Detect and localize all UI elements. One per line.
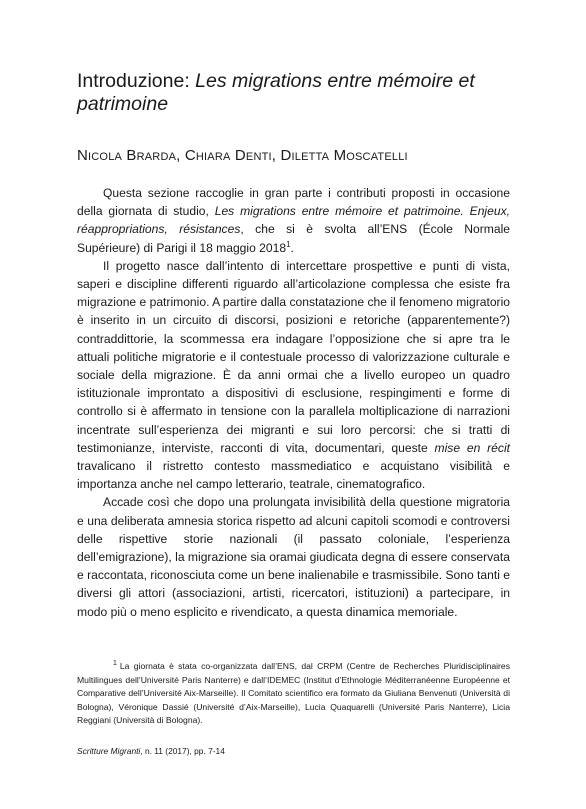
body-text xyxy=(77,184,510,621)
title-prefix: Introduzione: xyxy=(77,70,196,92)
paragraph-1-text-b: , che si è svolta all’ENS (École Normale Supérieure) di Parigi il 18 maggio 2018 xyxy=(77,222,510,255)
italic-term: mise en récit xyxy=(434,440,510,455)
author-list: Nicola Brarda, Chiara Denti, Diletta Moscatelli xyxy=(77,147,408,164)
paragraph-2-text-a: Il progetto nasce dall’intento di intercettare prospettive e punti di vista, saperi e discipline differenti riguardo all’articolazione complessa che esiste fra migrazione e patrimonio. A partire dalla constatazione che il fenomeno migratorio è inserito in un circuito di discorsi, posizioni e retoriche (apparentemente?) contraddittorie, la scommessa era indagare l’opposizione che si apre tra le attuali politiche migratorie e il contestuale processo di valorizzazione culturale e sociale della migrazione. È da anni ormai che a livello europeo un quadro istituzionale improntato a dispositivi di esclusione, respingimenti e forme di controllo si è affermato in tensione con la parallela moltiplicazione di narrazioni incentrate sull’esperienza dei migranti e sui loro percorsi: che si tratti di testimonianze, interviste, racconti di vita, documentari, queste xyxy=(77,258,510,455)
page-title xyxy=(77,70,517,116)
journal-name: Scritture Migranti xyxy=(77,746,141,756)
page-footer xyxy=(77,745,377,757)
title-italic-part-2: patrimoine xyxy=(77,93,169,115)
event-title: Les migrations entre mémoire et patrimoine. Enjeux, réappropriations, résistances xyxy=(77,204,510,237)
paragraph-3: Accade così che dopo una prolungata invisibilità della questione migratoria e una deliberata amnesia storica rispetto ad alcuni capitoli scomodi e controversi delle rispettive storie nazionali (il passato coloniale, l’esperienza dell’emigrazione), la migrazione sia oramai giudicata degna di essere conservata e raccontata, riconosciuta come un bene inalienabile e trasmissibile. Sono tanti e diversi gli attori (associazioni, artisti, ricercatori, istituzioni) a partecipare, in modo più o meno esplicito e rivendicato, a questa dinamica memoriale. xyxy=(77,495,510,619)
footnote-section xyxy=(77,660,510,728)
paragraph-2 xyxy=(77,257,510,494)
paragraph-1 xyxy=(77,184,510,257)
title-italic-part-1: Les migrations entre mémoire et xyxy=(195,70,475,92)
footnote-text: La giornata è stata co-organizzata dall’ENS, dal CRPM (Centre de Recherches Pluridisciplinaires Multilingues dell’Université Paris Nanterre) e dall’IDEMEC (Institut d’Ethnologie Méditerranéenne Européenne et Comparative dell’Université Aix-Marseille). Il Comitato scientifico era formato da Giuliana Benvenuti (Università di Bologna), Véronique Dassié (Université d’Aix-Marseille), Lucia Quaquarelli (Université Paris Nanterre), Licia Reggiani (Università di Bologna). xyxy=(77,661,510,726)
footnote-mark: 1 xyxy=(113,660,117,668)
paragraph-2-text-b: travalicano il ristretto contesto massmediatico e acquistano visibilità e importanza anche nel campo letterario, teatrale, cinematografico. xyxy=(77,459,510,492)
footnote-reference[interactable]: 1 xyxy=(286,239,291,249)
paragraph-1-text-a: Questa sezione raccoglie in gran parte i contributi proposti in occasione della giornata di studio, xyxy=(77,186,510,219)
journal-details: , n. 11 (2017), pp. 7-14 xyxy=(140,746,225,756)
paragraph-1-end: . xyxy=(290,240,294,255)
footnote-1 xyxy=(77,660,510,728)
